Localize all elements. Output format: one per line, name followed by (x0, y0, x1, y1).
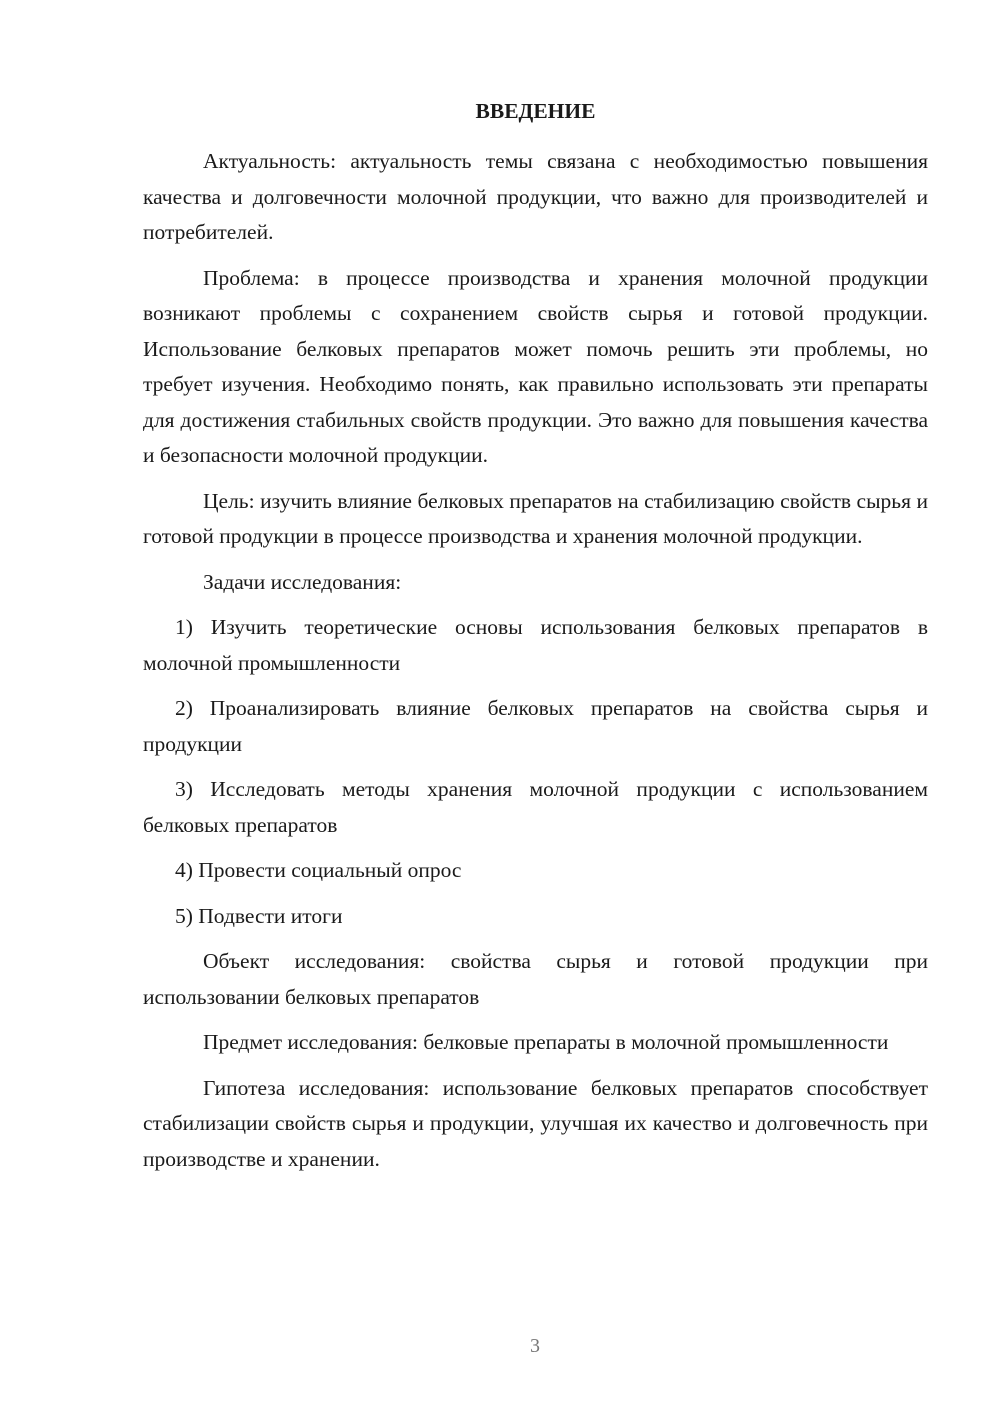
goal-paragraph: Цель: изучить влияние белковых препаратов на стабилизацию свойств сырья и готовой продукции в процессе производства и хранения молочной продукции. (143, 488, 928, 548)
task-item-1: 1) Изучить теоретические основы использования белковых препаратов в молочной промышленности (143, 615, 928, 675)
section-title: ВВЕДЕНИЕ (475, 99, 596, 123)
problem-paragraph: Проблема: в процессе производства и хранения молочной продукции возникают проблемы с сохранением свойств сырья и готовой продукции. Использование белковых препаратов может помочь решить эти проблемы, но требует изучения. Необходимо понять, как правильно использовать эти препараты для достижения стабильных свойств продукции. Это важно для повышения качества и безопасности молочной продукции. (143, 265, 928, 467)
document-page (143, 96, 928, 1187)
relevance-paragraph: Актуальность: актуальность темы связана с необходимостью повышения качества и долговечности молочной продукции, что важно для производителей и потребителей. (143, 149, 928, 244)
hypothesis-paragraph: Гипотеза исследования: использование белковых препаратов способствует стабилизации свойств сырья и продукции, улучшая их качество и долговечность при производстве и хранении. (143, 1075, 928, 1171)
task-item-4: 4) Провести социальный опрос (175, 858, 462, 882)
task-item-2: 2) Проанализировать влияние белковых препаратов на свойства сырья и продукции (143, 696, 928, 756)
page-number: 3 (530, 1335, 540, 1357)
subject-paragraph: Предмет исследования: белковые препараты в молочной промышленности (203, 1030, 889, 1054)
tasks-heading: Задачи исследования: (203, 569, 402, 594)
task-item-5: 5) Подвести итоги (175, 903, 343, 928)
task-item-3: 3) Исследовать методы хранения молочной продукции с использованием белковых препаратов (143, 777, 928, 837)
object-paragraph: Объект исследования: свойства сырья и готовой продукции при использовании белковых препаратов (143, 949, 928, 1009)
